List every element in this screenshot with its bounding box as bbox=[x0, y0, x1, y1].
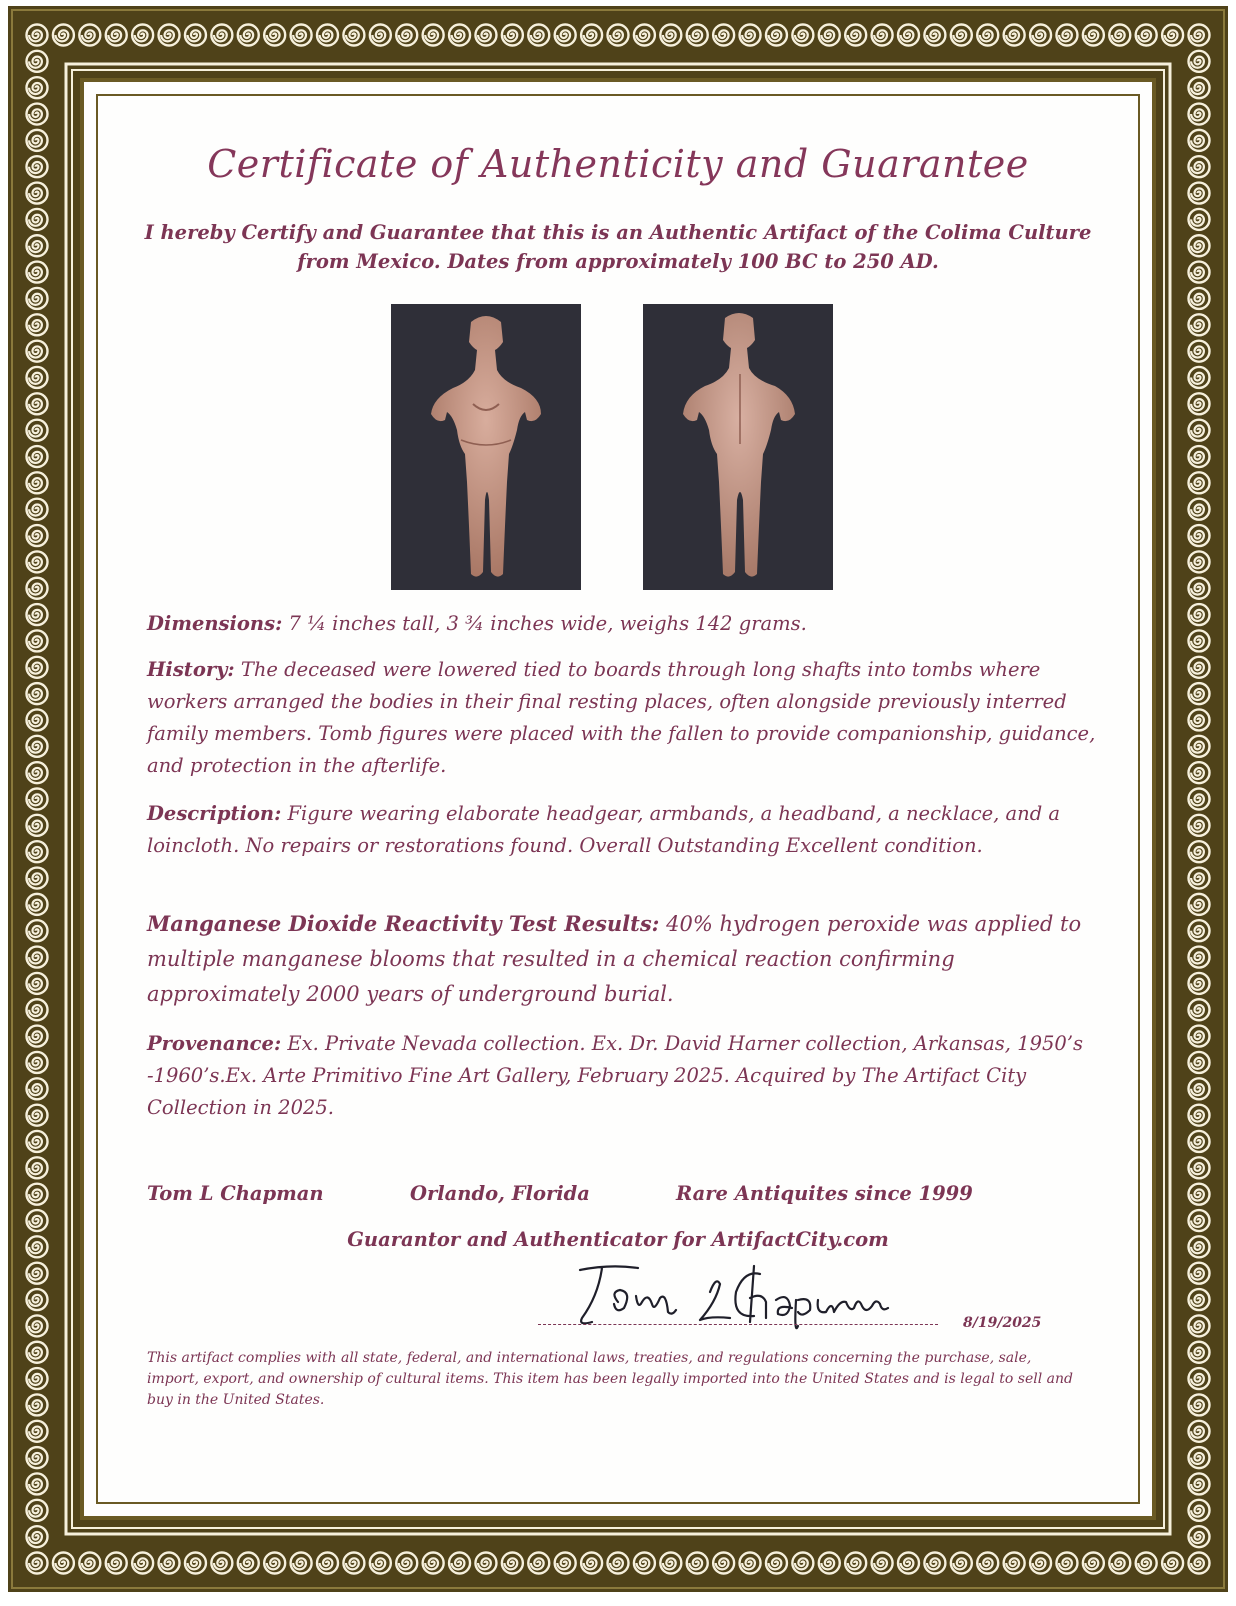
colima-figure-back-icon bbox=[643, 304, 833, 590]
signature-line bbox=[538, 1324, 938, 1325]
provenance-section bbox=[147, 1028, 1097, 1124]
colima-figure-front-icon bbox=[391, 304, 581, 590]
description-text: Figure wearing elaborate headgear, armbands, a headband, a necklace, and a loincloth. No repairs or restorations found. Overall Outstanding Excellent condition. bbox=[147, 802, 1061, 857]
legal-notice: This artifact complies with all state, federal, and international laws, treaties, and regulations concerning the purchase, sale, import, export, and ownership of cultural items. This item has been legally imported into the United States and is legal to sell and buy in the United States. bbox=[147, 1350, 1073, 1408]
authenticator-location: Orlando, Florida bbox=[410, 1182, 590, 1205]
dimensions-label: Dimensions: bbox=[147, 612, 283, 635]
description-section bbox=[147, 798, 1097, 862]
dimensions-text: 7 ¼ inches tall, 3 ¾ inches wide, weighs 142 grams. bbox=[282, 612, 807, 635]
artifact-photo-back bbox=[643, 304, 833, 590]
signature-date: 8/19/2025 bbox=[963, 1315, 1042, 1331]
history-text: The deceased were lowered tied to boards through long shafts into tombs where workers arranged the bodies in their final resting places, often alongside previously interred family members. Tomb figures were placed with the fallen to provide companionship, guidance, and protection in the afterlife. bbox=[147, 658, 1096, 777]
manganese-label: Manganese Dioxide Reactivity Test Results: bbox=[147, 911, 660, 936]
description-label: Description: bbox=[147, 802, 282, 825]
artifact-photo-front bbox=[391, 304, 581, 590]
authenticator-name: Tom L Chapman bbox=[147, 1182, 324, 1205]
provenance-label: Provenance: bbox=[147, 1032, 282, 1055]
intro-statement: I hereby Certify and Guarantee that this is an Authentic Artifact of the Colima Culture from Mexico. Dates from approximately 100 BC to 250 AD. bbox=[144, 221, 1092, 273]
manganese-text: 40% hydrogen peroxide was applied to multiple manganese blooms that resulted in a chemical reaction confirming approximately 2000 years of underground burial. bbox=[147, 912, 1082, 1006]
dimensions-section bbox=[147, 608, 1097, 640]
page-title: Certificate of Authenticity and Guarantee bbox=[207, 142, 1029, 186]
history-section bbox=[147, 654, 1097, 782]
history-label: History: bbox=[147, 658, 235, 681]
certificate bbox=[8, 6, 1228, 1592]
guarantor-line: Guarantor and Authenticator for ArtifactCity.com bbox=[347, 1228, 889, 1251]
business-since: Rare Antiquites since 1999 bbox=[676, 1182, 973, 1205]
manganese-section bbox=[147, 906, 1097, 1012]
provenance-text: Ex. Private Nevada collection. Ex. Dr. David Harner collection, Arkansas, 1950’s -1960’s.Ex. Arte Primitivo Fine Art Gallery, February 2025. Acquired by The Artifact City Collection in 2025. bbox=[147, 1032, 1084, 1119]
